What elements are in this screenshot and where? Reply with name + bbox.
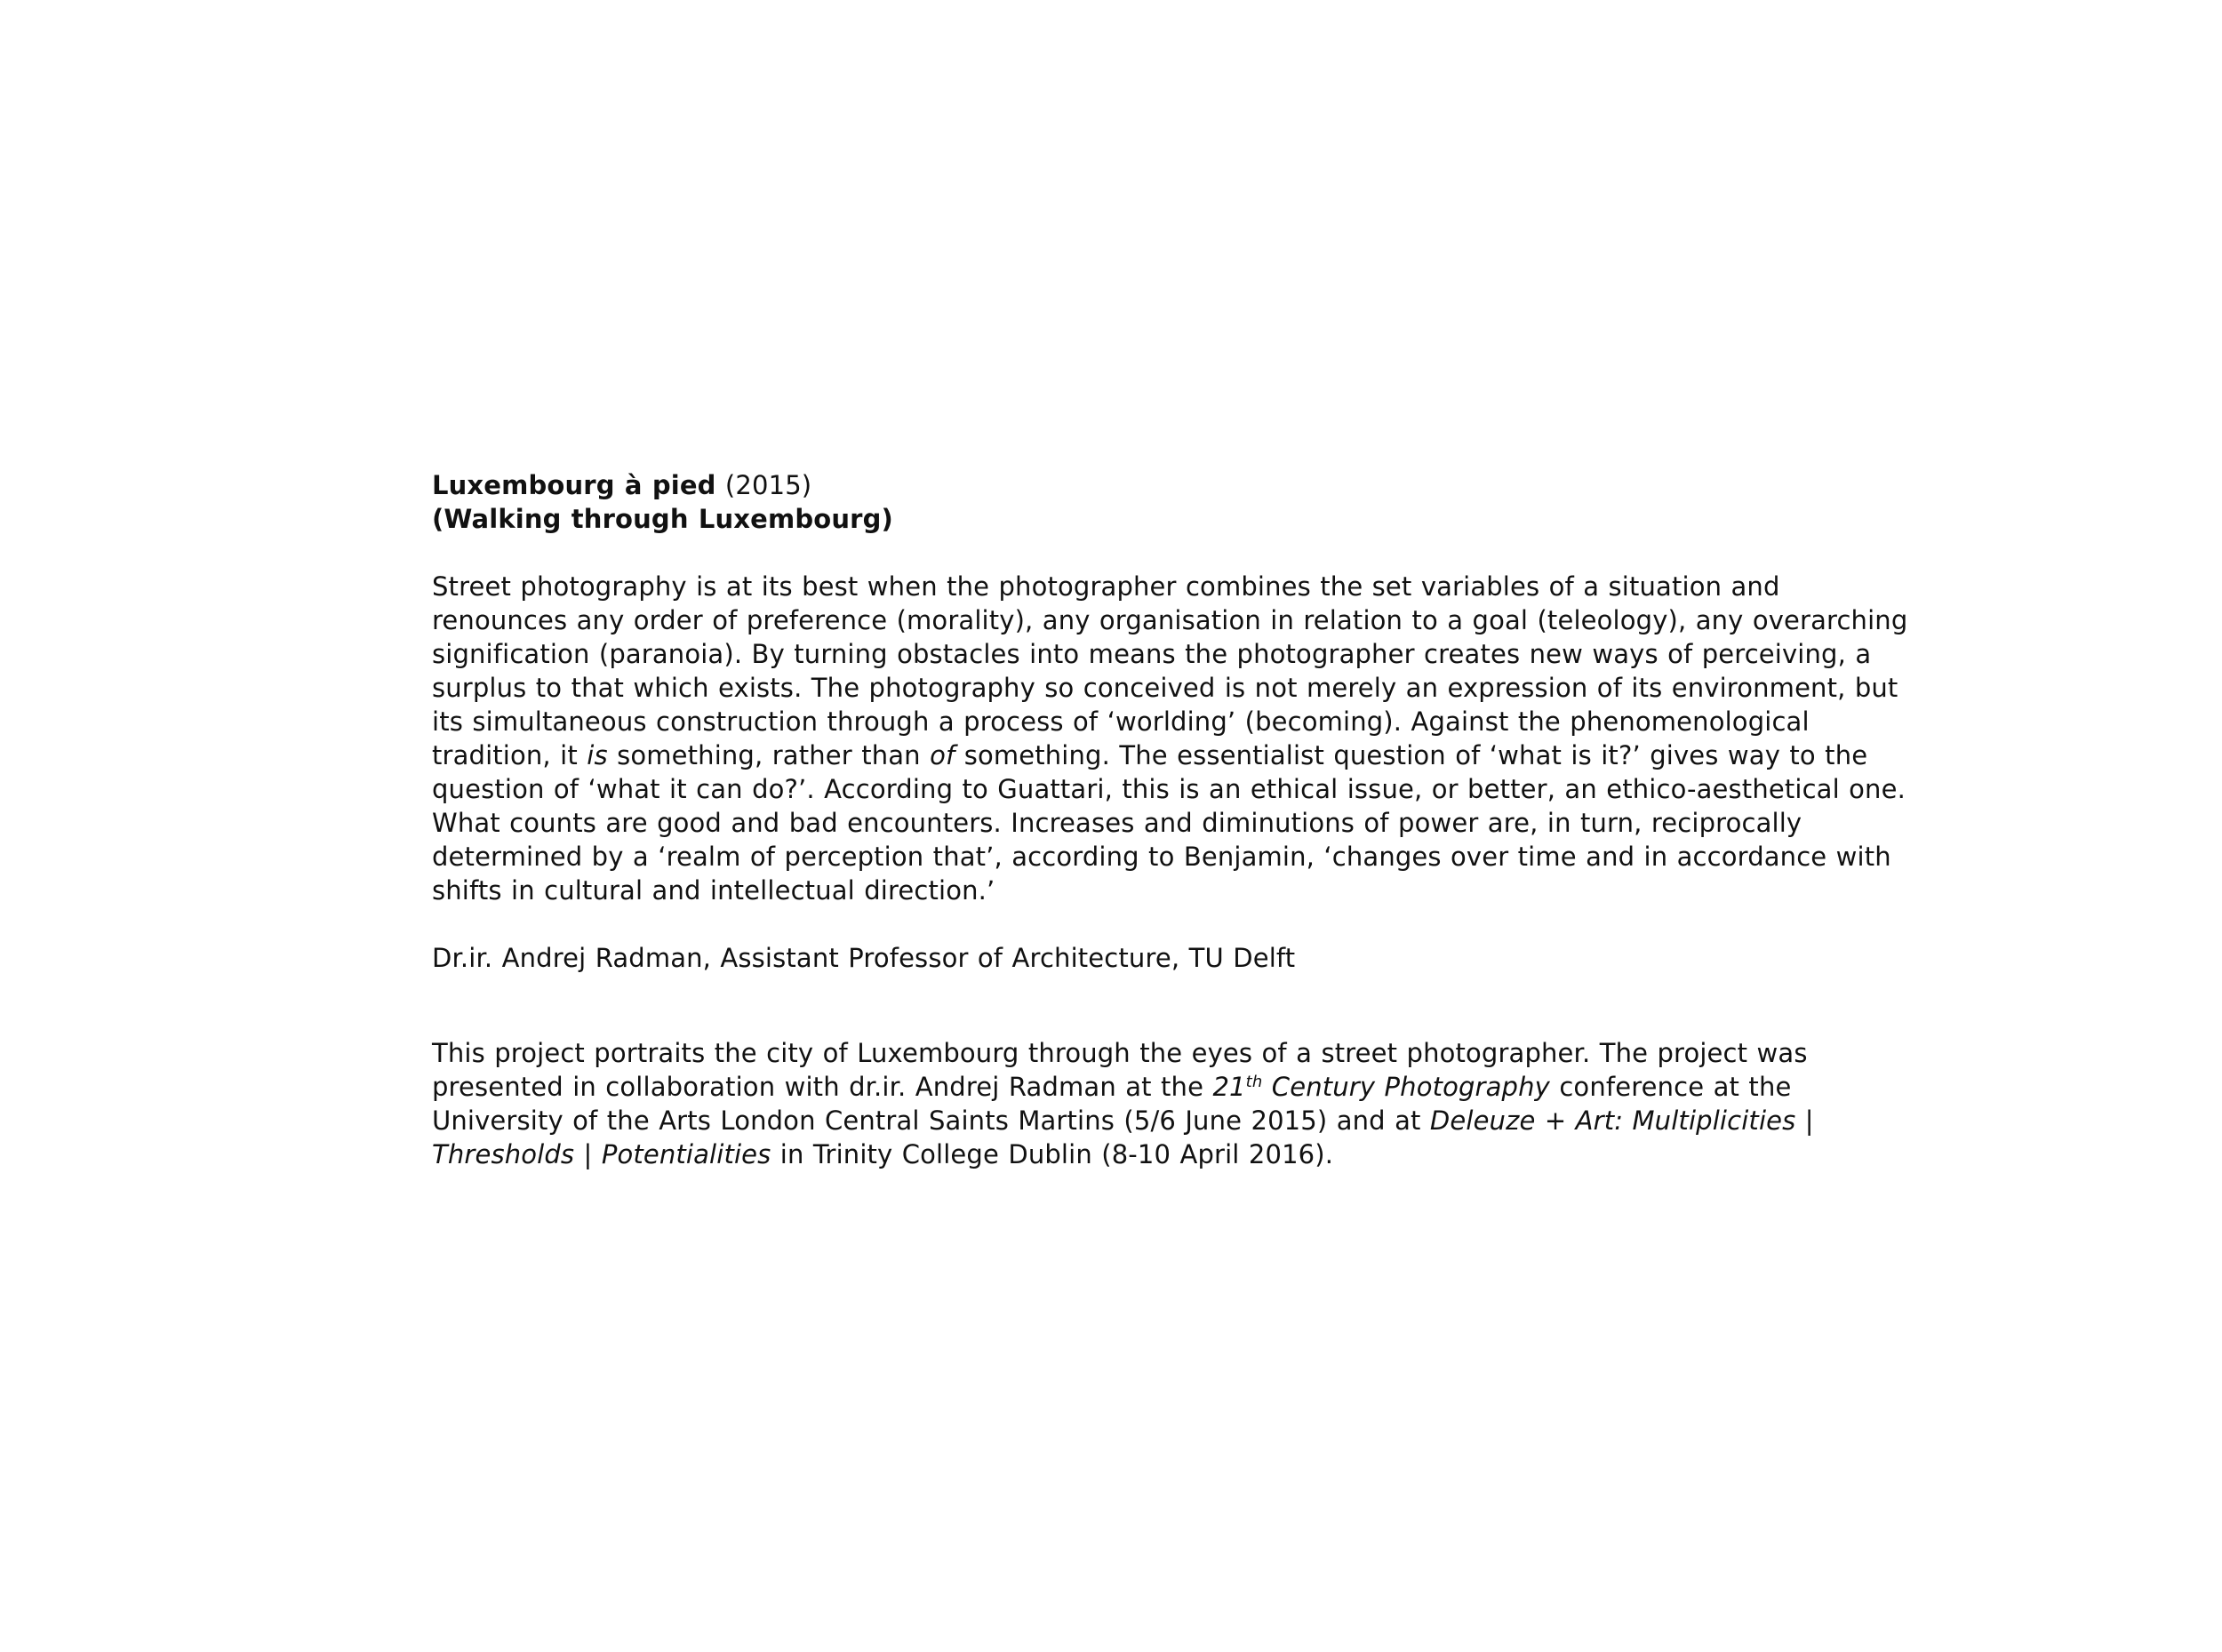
project-title: Luxembourg à pied [432, 470, 716, 500]
spacer [432, 536, 1818, 570]
quote-line-8: What counts are good and bad encounters. Increases and diminutions of power are, in turn, reciprocally [432, 808, 1802, 838]
project-translation: (Walking through Luxembourg) [432, 504, 893, 534]
project-line-1: This project portraits the city of Luxembourg through the eyes of a street photographer. The project was [432, 1038, 1808, 1068]
project-line-4 [432, 1137, 1818, 1171]
event-title-part-2: Thresholds | Potentialities [432, 1139, 771, 1169]
quote-line-4: surplus to that which exists. The photography so conceived is not merely an expression of its environment, but [432, 673, 1898, 703]
title-line [432, 468, 1818, 502]
project-line-2-b: conference at the [1549, 1072, 1792, 1102]
project-paragraph [432, 1036, 1818, 1171]
quote-line-6-c: something. The essentialist question of ‘what is it?’ gives way to the [955, 740, 1868, 770]
quote-line-7: question of ‘what it can do?’. According to Guattari, this is an ethical issue, or better, an ethico-aesthetical one. [432, 774, 1906, 804]
quote-line-1: Street photography is at its best when the photographer combines the set variables of a situation and [432, 571, 1780, 602]
project-line-3-a: University of the Arts London Central Saints Martins (5/6 June 2015) and at [432, 1105, 1430, 1136]
quote-line-6-b: something, rather than [607, 740, 931, 770]
quote-paragraph [432, 570, 1908, 907]
project-line-4-b: in Trinity College Dublin (8-10 April 2016). [771, 1139, 1334, 1169]
quote-line-9: determined by a ‘realm of perception that’, according to Benjamin, ‘changes over time and in accordance with [432, 842, 1891, 872]
text-block [432, 468, 1908, 1171]
quote-line-10: shifts in cultural and intellectual direction.’ [432, 875, 995, 906]
conference-title [1212, 1072, 1550, 1102]
project-year: (2015) [724, 470, 812, 500]
spacer [432, 975, 1818, 1036]
quote-emphasis-of: of [930, 740, 955, 770]
conference-number: 21 [1212, 1072, 1246, 1102]
quote-line-6 [432, 738, 1868, 772]
spacer [432, 907, 1818, 941]
conference-name: Century Photography [1262, 1072, 1550, 1102]
project-line-3 [432, 1104, 1818, 1137]
project-line-2-a: presented in collaboration with dr.ir. Andrej Radman at the [432, 1072, 1213, 1102]
project-line-2 [432, 1070, 1818, 1104]
quote-line-2: renounces any order of preference (morality), any organisation in relation to a goal (teleology), any overarching [432, 605, 1908, 635]
quote-line-6-a: tradition, it [432, 740, 587, 770]
quote-line-3: signification (paranoia). By turning obstacles into means the photographer creates new ways of perceiving, a [432, 639, 1872, 669]
conference-ordinal: th [1245, 1073, 1263, 1091]
quote-emphasis-is: is [587, 740, 608, 770]
attribution: Dr.ir. Andrej Radman, Assistant Professor of Architecture, TU Delft [432, 943, 1296, 973]
quote-line-5: its simultaneous construction through a process of ‘worlding’ (becoming). Against the phenomenological [432, 706, 1810, 737]
event-title-part-1: Deleuze + Art: Multiplicities | [1429, 1105, 1814, 1136]
